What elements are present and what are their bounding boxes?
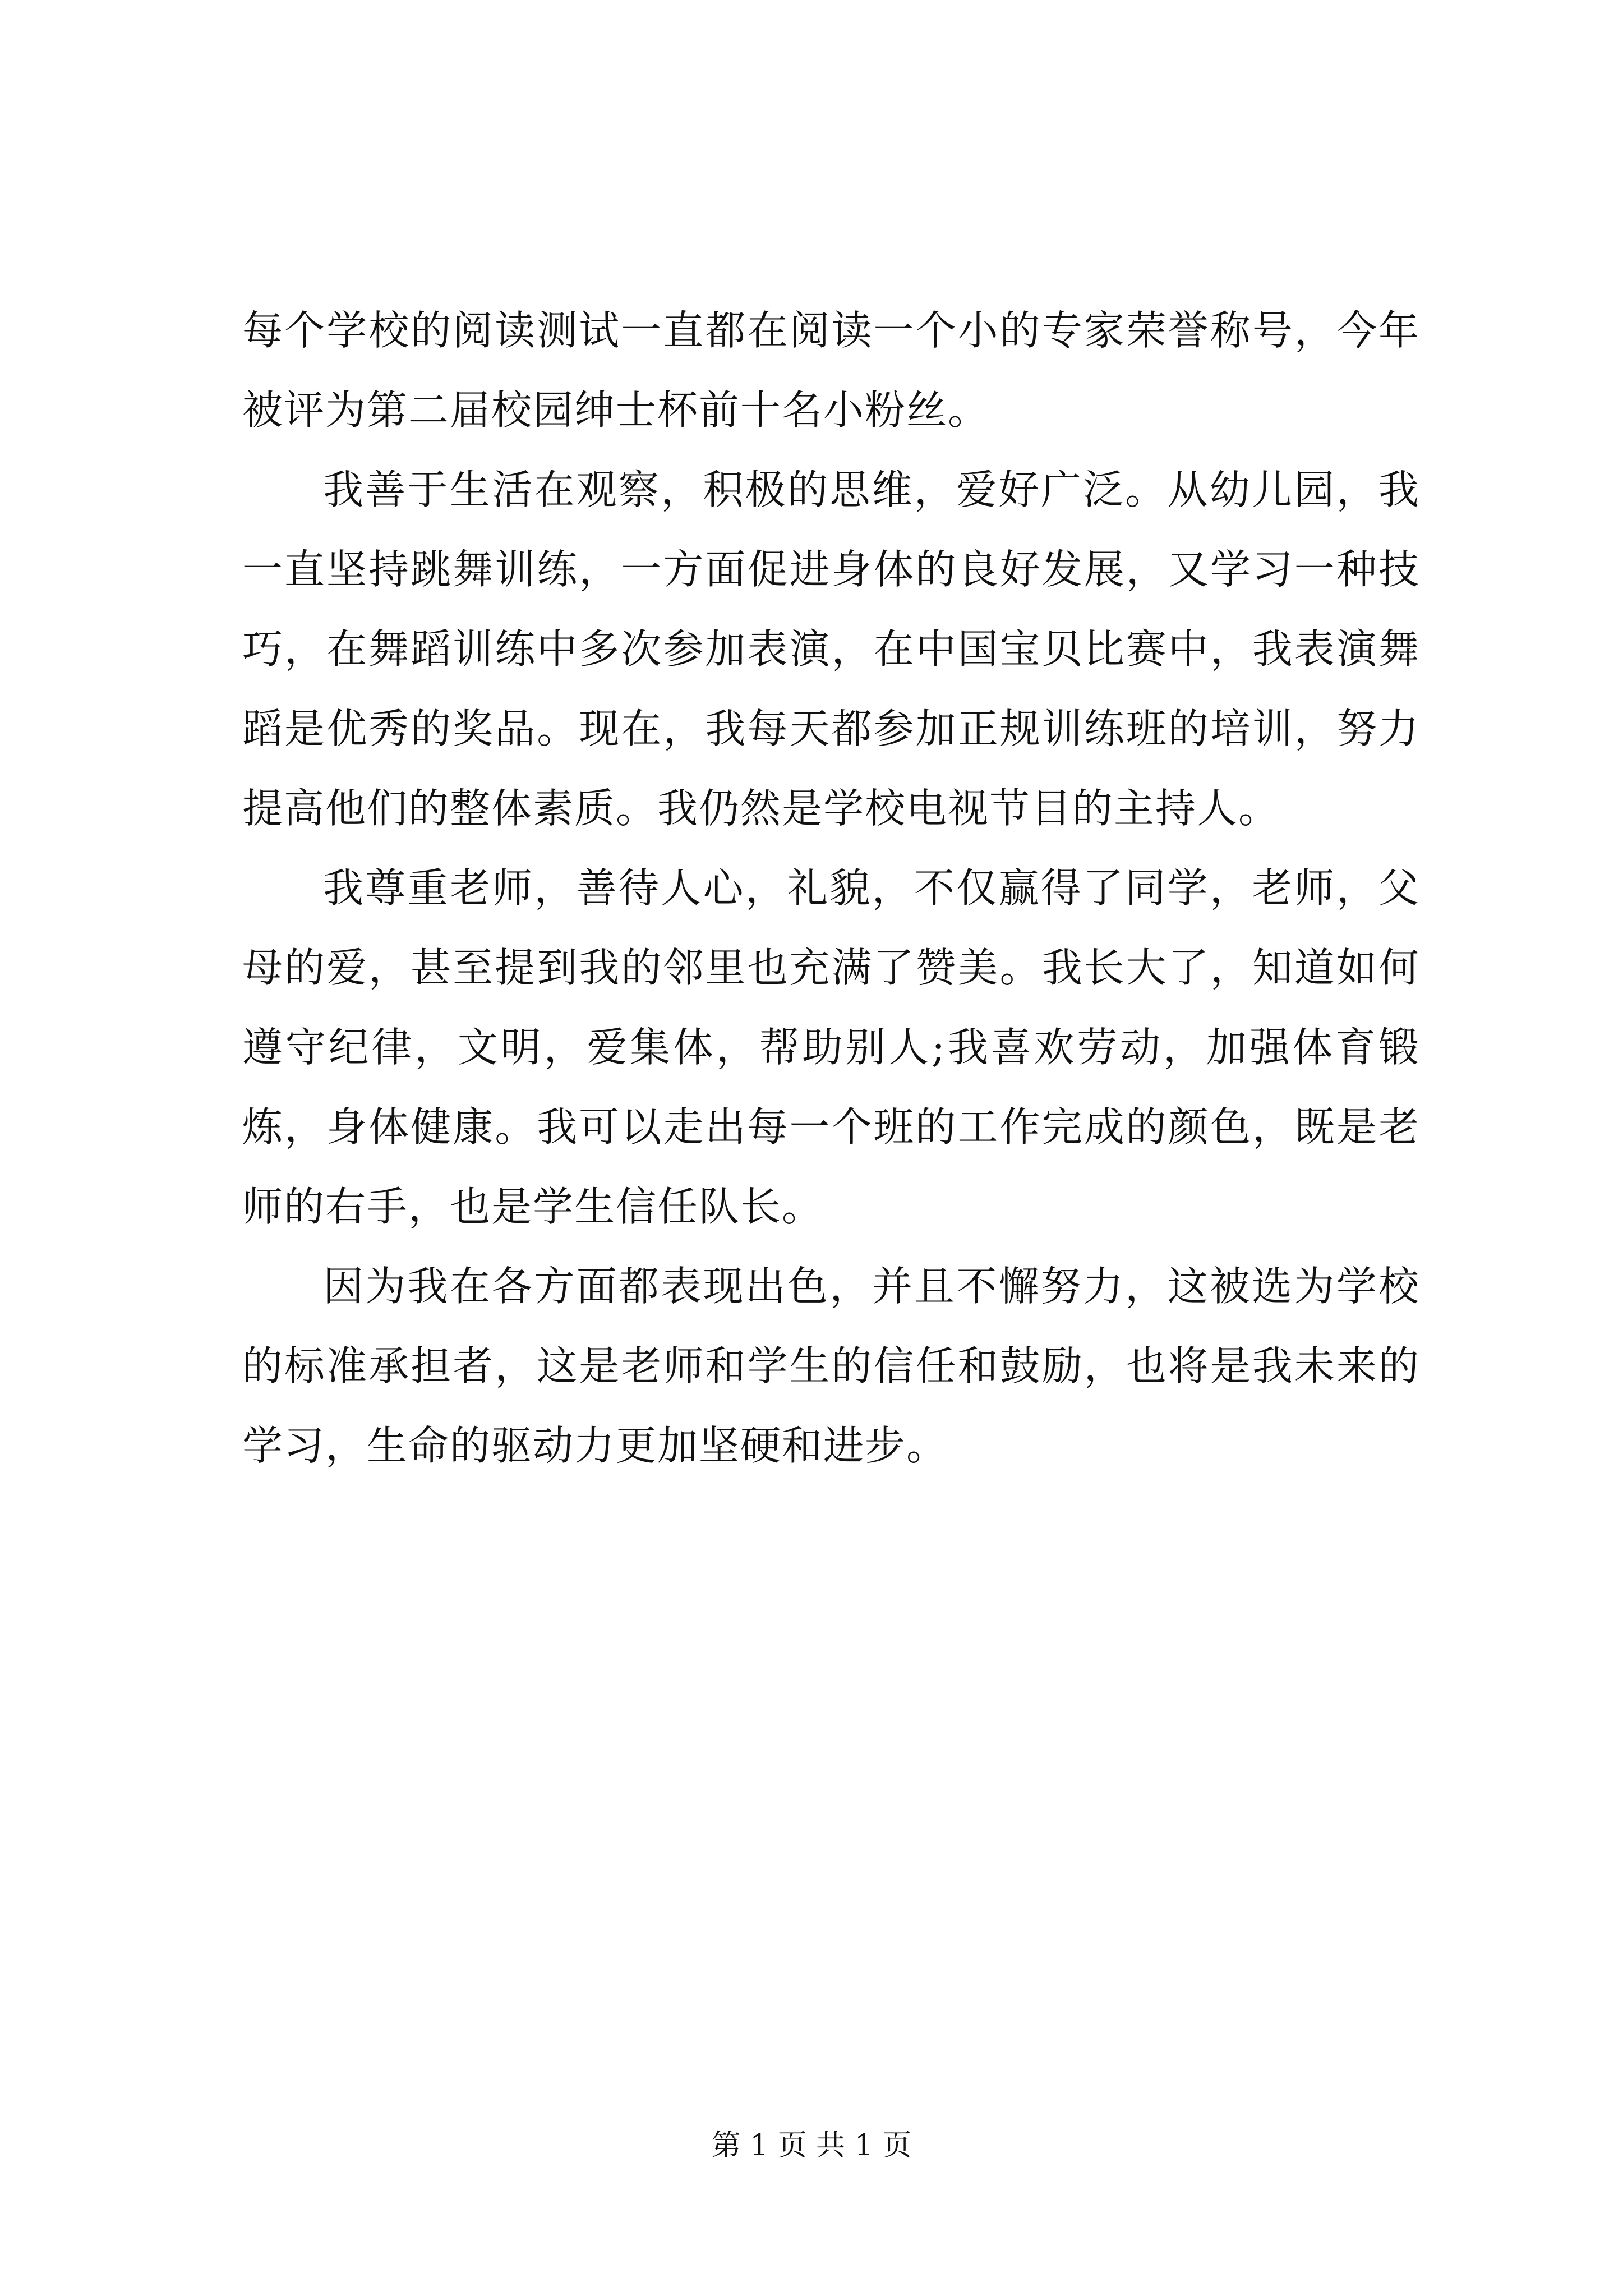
paragraph-3: 我尊重老师，善待人心，礼貌，不仅赢得了同学，老师，父母的爱，甚至提到我的邻里也充满了赞美。我长大了，知道如何遵守纪律，文明，爱集体，帮助别人;我喜欢劳动，加强体育锻炼，身体健康。我可以走出每一个班的工作完成的颜色，既是老师的右手，也是学生信任队长。 xyxy=(242,864,1420,1230)
paragraph-2: 我善于生活在观察，积极的思维，爱好广泛。从幼儿园，我一直坚持跳舞训练，一方面促进身体的良好发展，又学习一种技巧，在舞蹈训练中多次参加表演，在中国宝贝比赛中，我表演舞蹈是优秀的奖品。现在，我每天都参加正规训练班的培训，努力提高他们的整体素质。我仍然是学校电视节目的主持人。 xyxy=(242,466,1420,832)
paragraph-4: 因为我在各方面都表现出色，并且不懈努力，这被选为学校的标准承担者，这是老师和学生的信任和鼓励，也将是我未来的学习，生命的驱动力更加坚硬和进步。 xyxy=(242,1263,1420,1469)
page-number-label: 第 1 页 共 1 页 xyxy=(711,2129,912,2162)
paragraph-1: 每个学校的阅读测试一直都在阅读一个小的专家荣誉称号，今年被评为第二届校园绅士杯前十名小粉丝。 xyxy=(242,307,1420,434)
document-body xyxy=(242,291,1420,1485)
page-footer xyxy=(0,2126,1623,2165)
